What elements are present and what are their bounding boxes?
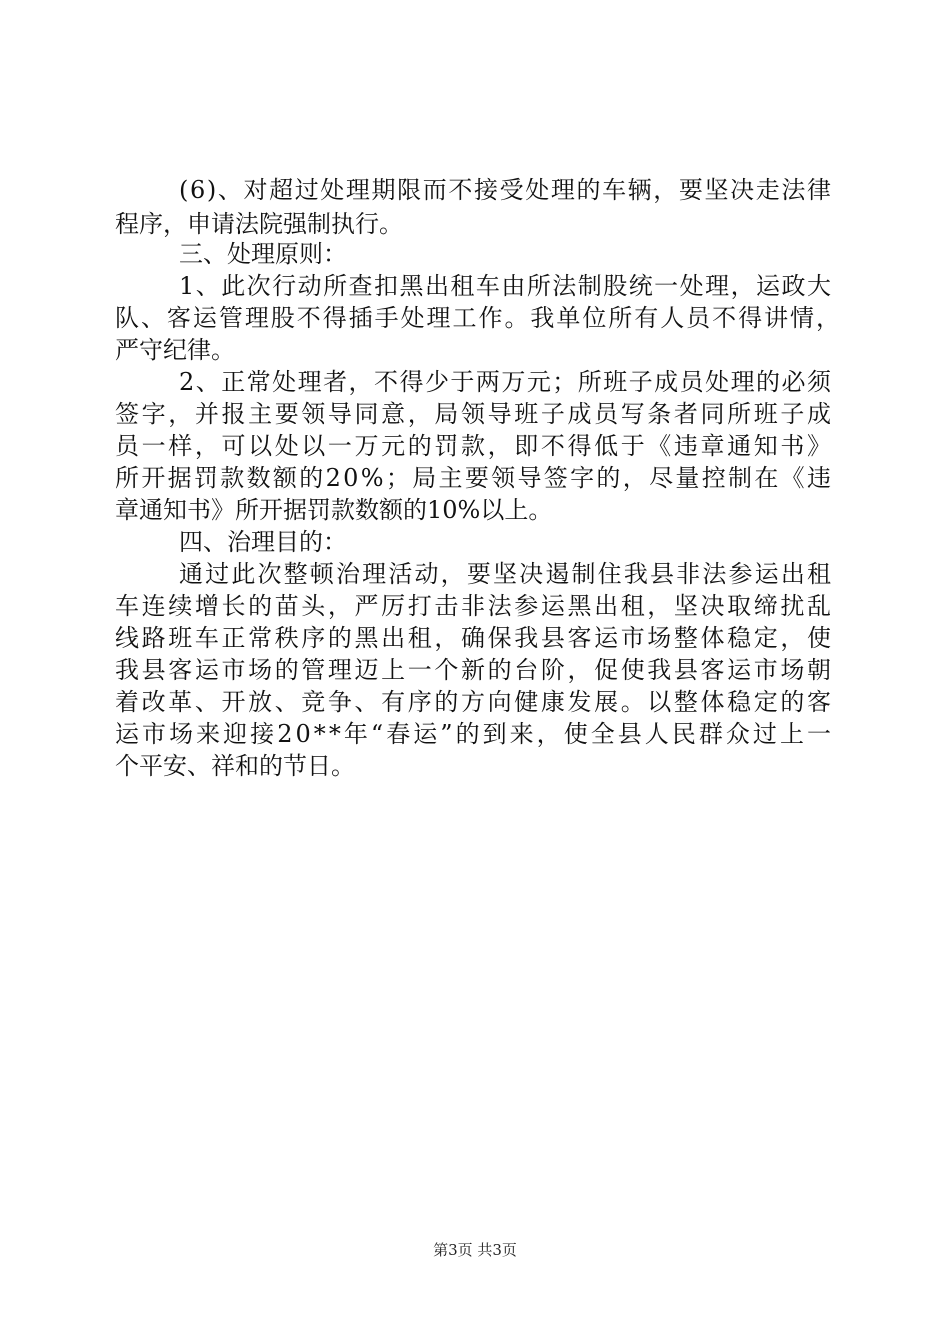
page-number-footer: 第3页 共3页 [433,1241,517,1259]
paragraph-line: 我县客运市场的管理迈上一个新的台阶，促使我县客运市场朝 [115,656,834,684]
paragraph-line: 所开据罚款数额的20%；局主要领导签字的，尽量控制在《违 [115,464,834,492]
paragraph-line: 着改革、开放、竞争、有序的方向健康发展。以整体稳定的客 [115,688,834,716]
paragraph-line: 严守纪律。 [115,336,235,364]
section-heading: 三、处理原则： [179,240,347,268]
paragraph-line: 通过此次整顿治理活动，要坚决遏制住我县非法参运出租 [179,560,834,588]
paragraph-line: 员一样，可以处以一万元的罚款，即不得低于《违章通知书》 [115,432,834,460]
paragraph-line: 队、客运管理股不得插手处理工作。我单位所有人员不得讲情， [115,304,842,332]
paragraph-line: 个平安、祥和的节日。 [115,752,355,780]
paragraph-line: 章通知书》所开据罚款数额的10%以上。 [115,496,553,524]
paragraph-line: 运市场来迎接20**年“春运”的到来，使全县人民群众过上一 [115,720,835,748]
paragraph-line: 车连续增长的苗头，严厉打击非法参运黑出租，坚决取缔扰乱 [115,592,834,620]
paragraph-line: 程序，申请法院强制执行。 [115,210,403,238]
paragraph-line: 2、正常处理者，不得少于两万元；所班子成员处理的必须 [179,368,833,396]
paragraph-line: (6)、对超过处理期限而不接受处理的车辆，要坚决走法律 [179,176,833,204]
section-heading: 四、治理目的： [179,528,347,556]
paragraph-line: 线路班车正常秩序的黑出租，确保我县客运市场整体稳定，使 [115,624,834,652]
paragraph-line: 1、此次行动所查扣黑出租车由所法制股统一处理，运政大 [179,272,833,300]
paragraph-line: 签字，并报主要领导同意，局领导班子成员写条者同所班子成 [115,400,834,428]
